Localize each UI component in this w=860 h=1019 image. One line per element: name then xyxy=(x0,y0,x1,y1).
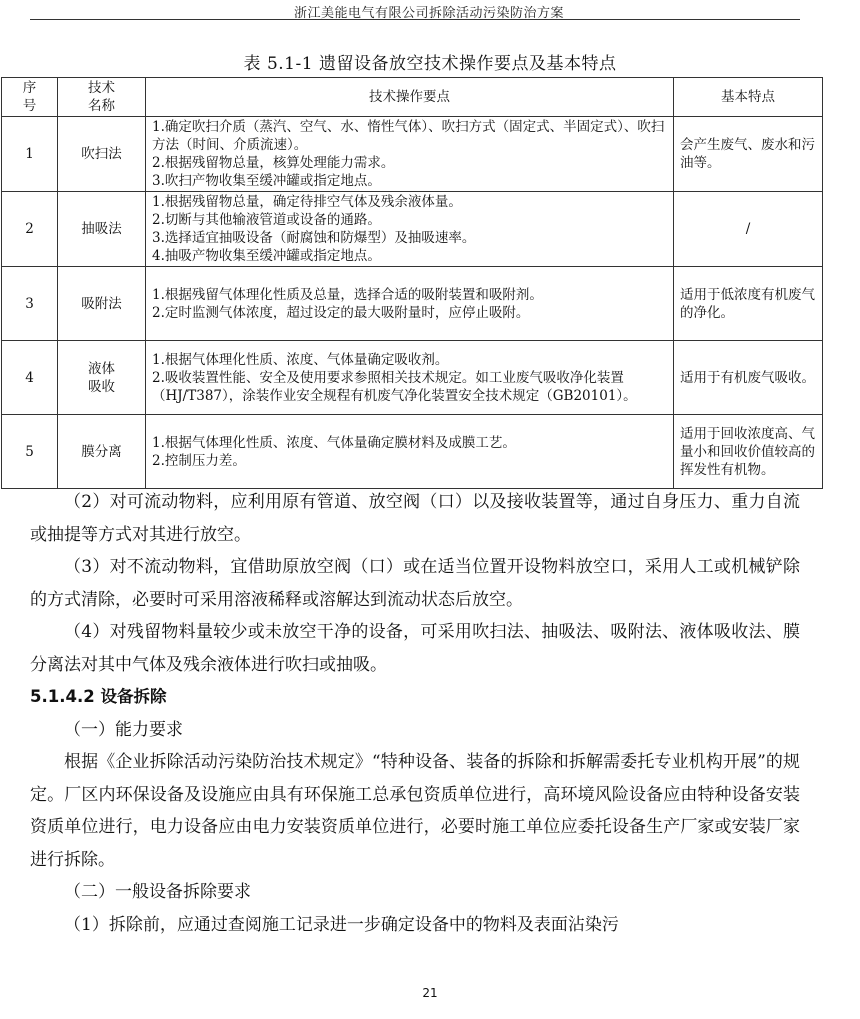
row-no: 3 xyxy=(2,267,58,341)
row-name: 液体 吸收 xyxy=(58,341,146,415)
row-name: 吸附法 xyxy=(58,267,146,341)
row-name: 膜分离 xyxy=(58,415,146,489)
row-feat: 适用于回收浓度高、气量小和回收价值较高的挥发性有机物。 xyxy=(674,415,823,489)
row-name: 抽吸法 xyxy=(58,192,146,267)
paragraph: （2）对可流动物料，应利用原有管道、放空阀（口）以及接收装置等，通过自身压力、重力自流或抽提等方式对其进行放空。 xyxy=(30,492,800,545)
subheading: （一）能力要求 xyxy=(64,719,183,740)
col-header-name: 技术 名称 xyxy=(58,78,146,117)
table-row xyxy=(2,267,823,341)
page-header: 浙江美能电气有限公司拆除活动污染防治方案 xyxy=(293,6,564,21)
table-row xyxy=(2,117,823,192)
row-no: 2 xyxy=(2,192,58,267)
subheading: （二）一般设备拆除要求 xyxy=(64,882,251,902)
paragraph: （4）对残留物料量较少或未放空干净的设备，可采用吹扫法、抽吸法、吸附法、液体吸收法、膜分离法对其中气体及残余液体进行吹扫或抽吸。 xyxy=(30,622,800,675)
row-no: 1 xyxy=(2,117,58,192)
table-title: 表 5.1-1 遗留设备放空技术操作要点及基本特点 xyxy=(243,54,617,74)
col-header-ops: 技术操作要点 xyxy=(146,78,674,117)
body-text xyxy=(30,486,800,941)
row-name-cell-no: 4 xyxy=(2,341,58,415)
row-feat: 适用于有机废气吸收。 xyxy=(674,341,823,415)
table-row xyxy=(2,415,823,489)
paragraph: （1）拆除前，应通过查阅施工记录进一步确定设备中的物料及表面沾染污 xyxy=(64,914,619,935)
table-row xyxy=(2,341,823,415)
col-header-no: 序 号 xyxy=(2,78,58,117)
page-number: 21 xyxy=(422,986,438,1000)
row-ops: 1.确定吹扫介质（蒸汽、空气、水、惰性气体）、吹扫方式（固定式、半固定式）、吹扫方法（时间、介质流速）。 2.根据残留物总量，核算处理能力需求。 3.吹扫产物收集至缓冲罐或指定地点。 xyxy=(146,117,674,192)
table-row xyxy=(2,192,823,267)
row-ops: 1.根据残留气体理化性质及总量，选择合适的吸附装置和吸附剂。 2.定时监测气体浓度，超过设定的最大吸附量时，应停止吸附。 xyxy=(146,267,674,341)
section-heading: 5.1.4.2 设备拆除 xyxy=(30,687,167,706)
row-no: 5 xyxy=(2,415,58,489)
paragraph: 根据《企业拆除活动污染防治技术规定》“特种设备、装备的拆除和拆解需委托专业机构开展”的规定。厂区内环保设备及设施应由具有环保施工总承包资质单位进行，高环境风险设备应由特种设备安装资质单位进行，电力设备应由电力安装资质单位进行，必要时施工单位应委托设备生产厂家或安装厂家进行拆除。 xyxy=(30,752,800,870)
spec-table xyxy=(1,77,823,489)
row-ops: 1.根据气体理化性质、浓度、气体量确定吸收剂。 2.吸收装置性能、安全及使用要求参照相关技术规定。如工业废气吸收净化装置（HJ/T387），涂装作业安全规程有机废气净化装置安全技术规定（GB20101）。 xyxy=(146,341,674,415)
col-header-feat: 基本特点 xyxy=(674,78,823,117)
row-feat: / xyxy=(674,192,823,267)
table-header-row xyxy=(2,78,823,117)
row-name: 吹扫法 xyxy=(58,117,146,192)
row-feat: 会产生废气、废水和污油等。 xyxy=(674,117,823,192)
row-ops: 1.根据气体理化性质、浓度、气体量确定膜材料及成膜工艺。 2.控制压力差。 xyxy=(146,415,674,489)
row-ops: 1.根据残留物总量，确定待排空气体及残余液体量。 2.切断与其他输液管道或设备的通路。 3.选择适宜抽吸设备（耐腐蚀和防爆型）及抽吸速率。 4.抽吸产物收集至缓冲罐或指定地点。 xyxy=(146,192,674,267)
row-feat: 适用于低浓度有机废气的净化。 xyxy=(674,267,823,341)
header-rule xyxy=(30,19,800,20)
paragraph: （3）对不流动物料，宜借助原放空阀（口）或在适当位置开设物料放空口，采用人工或机械铲除的方式清除，必要时可采用溶液稀释或溶解达到流动状态后放空。 xyxy=(30,557,800,610)
